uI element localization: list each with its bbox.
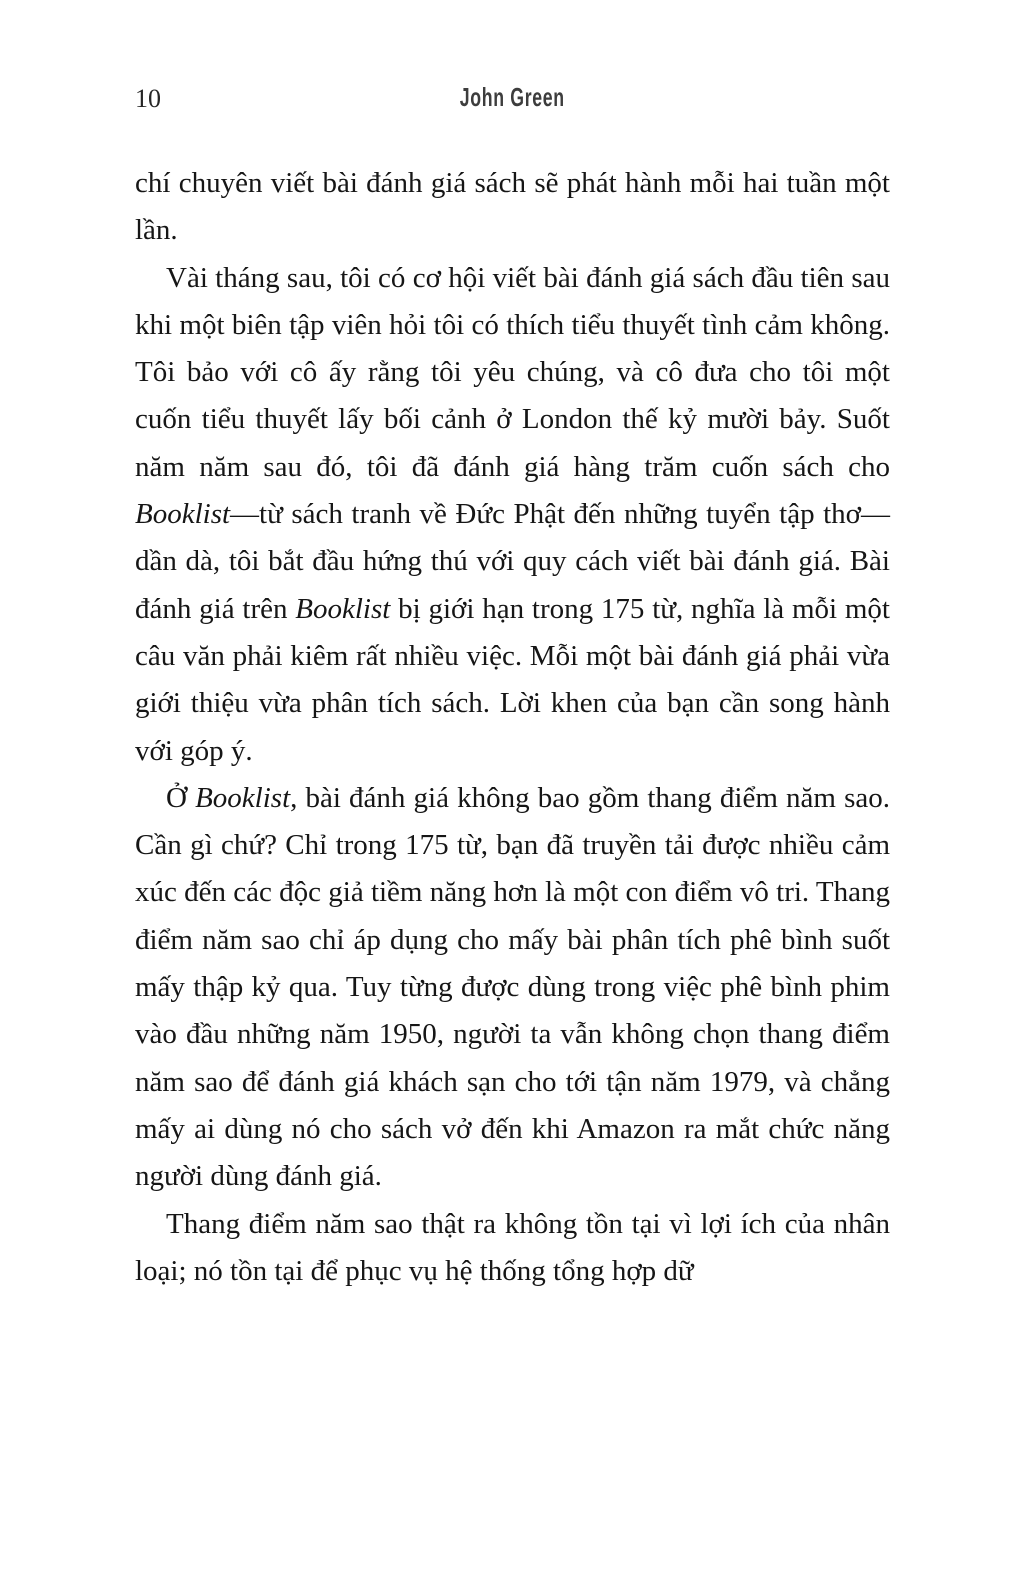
text-run: bị giới hạn trong 175 từ, nghĩa là mỗi một câu văn phải kiêm rất nhiều việc. Mỗi một bài đánh giá phải vừa giới thiệu vừa phân tích sách. Lời khen của bạn cần song hành với góp ý. — [135, 592, 890, 767]
text-run: Thang điểm năm sao thật ra không tồn tại vì lợi ích của nhân loại; nó tồn tại để phục vụ hệ thống tổng hợp dữ — [135, 1207, 890, 1287]
text-run: , bài đánh giá không bao gồm thang điểm năm sao. Cần gì chứ? Chỉ trong 175 từ, bạn đã truyền tải được nhiều cảm xúc đến các độc giả tiềm năng hơn là một con điểm vô tri. Thang điểm năm sao chỉ áp dụng cho mấy bài phân tích phê bình suốt mấy thập kỷ qua. Tuy từng được dùng trong việc phê bình phim vào đầu những năm 1950, người ta vẫn không chọn thang điểm năm sao để đánh giá khách sạn cho tới tận năm 1979, và chẳng mấy ai dùng nó cho sách vở đến khi Amazon ra mắt chức năng người dùng đánh giá. — [135, 781, 890, 1193]
paragraph — [135, 255, 890, 775]
text-run: Vài tháng sau, tôi có cơ hội viết bài đánh giá sách đầu tiên sau khi một biên tập viên hỏi tôi có thích tiểu thuyết tình cảm không. Tôi bảo với cô ấy rằng tôi yêu chúng, và cô đưa cho tôi một cuốn tiểu thuyết lấy bối cảnh ở London thế kỷ mười bảy. Suốt năm năm sau đó, tôi đã đánh giá hàng trăm cuốn sách cho — [135, 261, 890, 483]
paragraph — [135, 775, 890, 1201]
text-run: Ở — [166, 781, 196, 814]
text-run: chí chuyên viết bài đánh giá sách sẽ phát hành mỗi hai tuần một lần. — [135, 167, 890, 247]
paragraph — [135, 1201, 890, 1296]
italic-text-run: Booklist — [195, 781, 291, 814]
running-header — [135, 82, 890, 114]
page-body-text — [135, 160, 890, 1295]
page-number: 10 — [135, 84, 161, 113]
running-header-author: John Green — [459, 82, 566, 112]
italic-text-run: Booklist — [295, 592, 391, 625]
running-header-center — [135, 82, 890, 113]
paragraph — [135, 160, 890, 255]
italic-text-run: Booklist — [135, 498, 231, 531]
text-run: —từ sách tranh về Đức Phật đến những tuyển tập thơ—dần dà, tôi bắt đầu hứng thú với quy cách viết bài đánh giá. Bài đánh giá trên — [135, 498, 890, 625]
